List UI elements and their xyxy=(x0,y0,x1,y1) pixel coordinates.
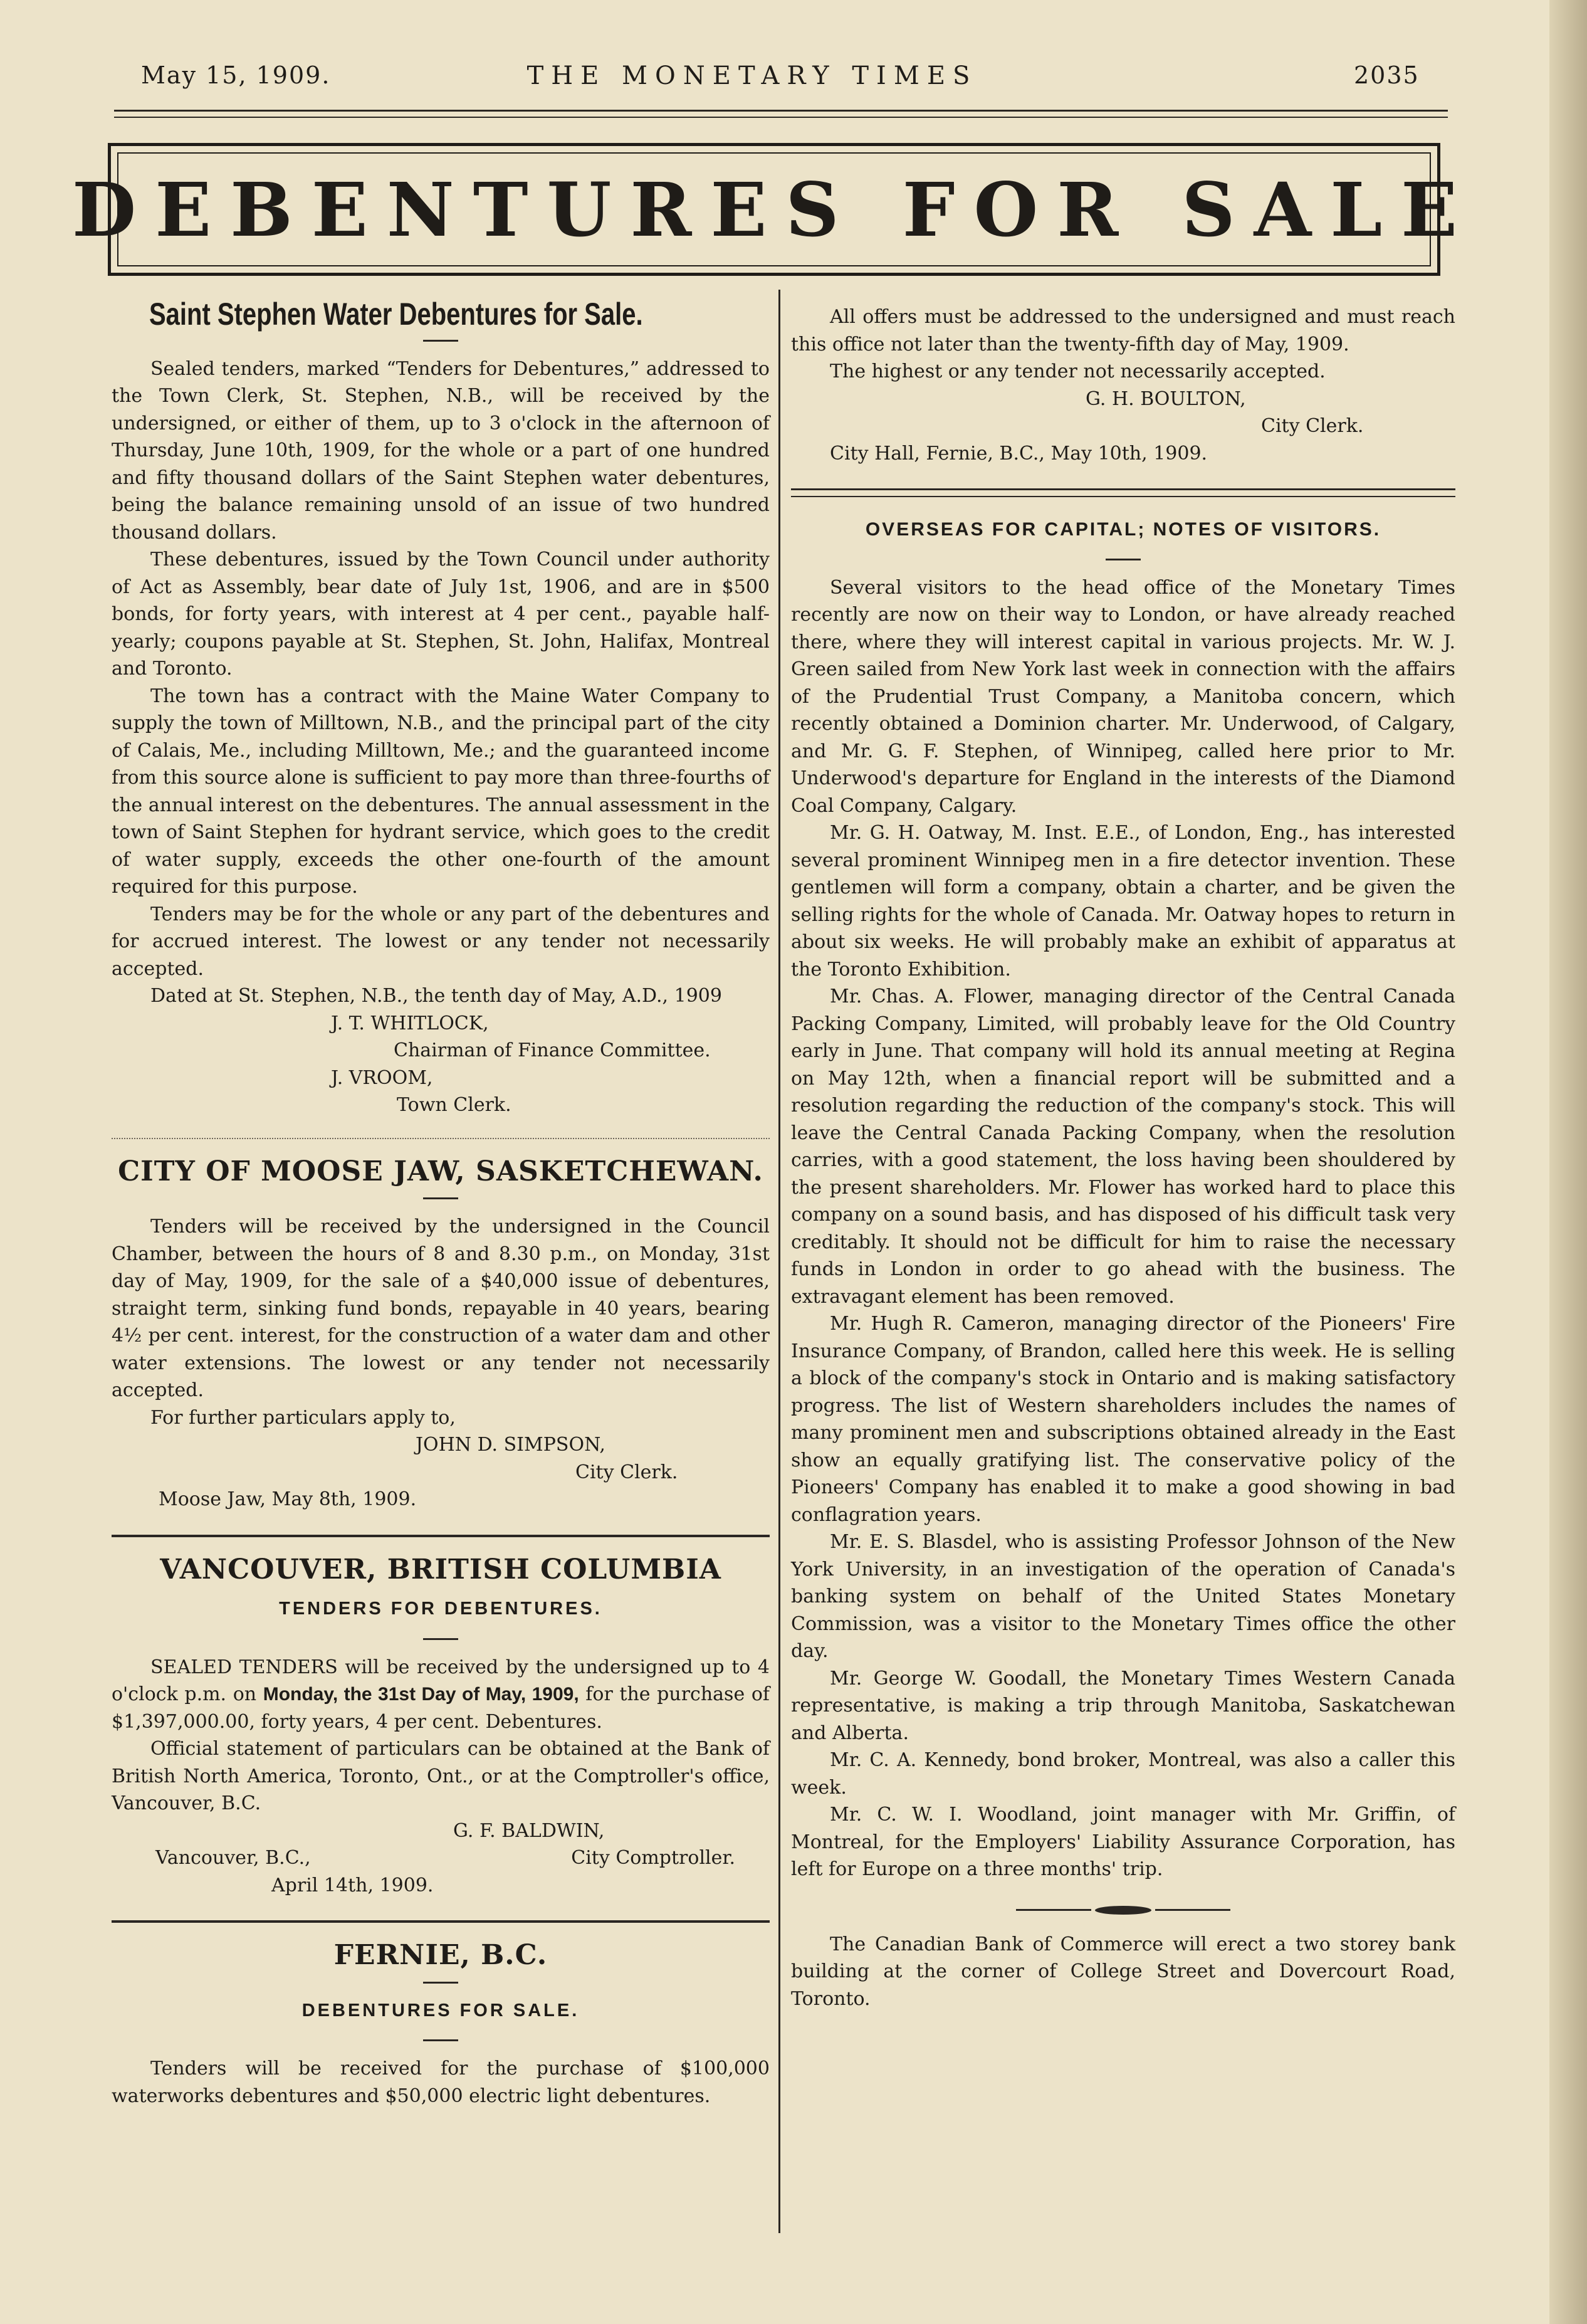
column-divider xyxy=(778,290,780,2233)
overseas-paragraph: Mr. C. W. I. Woodland, joint manager with Mr. Griffin, of Montreal, for the Employers' Liability Assurance Corporation, has left for Europe on a three months' trip. xyxy=(791,1804,1455,1880)
dash xyxy=(423,1982,458,1984)
section-rule xyxy=(112,1920,770,1923)
overseas-paragraphs xyxy=(791,574,1455,1883)
fernie-title: FERNIE, B.C. xyxy=(333,1939,548,1971)
signature-boulton: G. H. BOULTON, xyxy=(1086,387,1246,410)
vancouver-subtitle: TENDERS FOR DEBENTURES. xyxy=(279,1599,602,1619)
vancouver-title: VANCOUVER, BRITISH COLUMBIA xyxy=(160,1553,721,1585)
overseas-paragraph: Mr. E. S. Blasdel, who is assisting Professor Johnson of the New York University, in an investigation of the operation of Canada's banking system on behalf of the United States Monetary Commission, was a visitor to the Monetary Times office the other day. xyxy=(791,1531,1455,1662)
ornament-divider xyxy=(791,1906,1455,1915)
header-title: THE MONETARY TIMES xyxy=(526,61,978,90)
overseas-paragraph: Mr. C. A. Kennedy, bond broker, Montreal, was also a caller this week. xyxy=(791,1749,1455,1799)
saint-stephen-p2: These debentures, issued by the Town Council under authority of Act as Assembly, bear date of July 1st, 1906, and are in $500 bonds, for forty years, with interest at 4 per cent., payable half-yearly; coupons payable at St. Stephen, St. John, Halifax, Montreal and Toronto. xyxy=(112,549,770,680)
signature-vroom: J. VROOM, xyxy=(331,1066,433,1089)
vancouver-p1-date: Monday, the 31st Day of May, 1909, xyxy=(263,1684,579,1705)
banner-title: DEBENTURES FOR SALE xyxy=(71,166,1477,253)
vancouver-p2: Official statement of particulars can be obtained at the Bank of British North America, Toronto, Ont., or at the Comptroller's office, Vancouver, B.C. xyxy=(112,1738,770,1814)
moose-jaw-title: CITY OF MOOSE JAW, SASKETCHEWAN. xyxy=(118,1155,763,1187)
signature-whitlock-title: Chairman of Finance Committee. xyxy=(394,1039,711,1061)
overseas-paragraph: Mr. Chas. A. Flower, managing director of the Central Canada Packing Company, Limited, will probably leave for the Old Country early in June. That company will hold its annual meeting at Regina on May 12th, when a financial report will be submitted and a resolution regarding the reduction of the company's stock. This will leave the Central Canada Packing Company, when the resolution carries, with a good statement, the loss having been shouldered by the present shareholders. Mr. Flower has worked hard to place this company on a sound basis, and has disposed of his difficult task very creditably. It should not be difficult for him to raise the necessary funds in London in order to go ahead with the business. The extravagant element has been removed. xyxy=(791,986,1455,1308)
saint-stephen-p4: Tenders may be for the whole or any part of the debentures and for accrued interest. The lowest or any tender not necessarily accepted. xyxy=(112,903,770,980)
header-date: May 15, 1909. xyxy=(141,61,331,89)
fernie-p1: Tenders will be received for the purchase of $100,000 waterworks debentures and $50,000 electric light debentures. xyxy=(112,2058,770,2107)
overseas-paragraph: Mr. Hugh R. Cameron, managing director of the Pioneers' Fire Insurance Company, of Brandon, called here this week. He is selling a block of the company's stock in Ontario and is making satisfactory progress. The list of Western shareholders includes the names of many prominent men and subscriptions obtained already in the East show an equally gratifying list. The conservative policy of the Pioneers' Company has enabled it to make a good showing in bad conflagration years. xyxy=(791,1313,1455,1526)
signature-baldwin-title: City Comptroller. xyxy=(571,1847,735,1869)
header-rule-bottom xyxy=(114,117,1448,118)
signature-simpson: JOHN D. SIMPSON, xyxy=(416,1434,605,1456)
dash xyxy=(423,1638,458,1640)
overseas-paragraph: Mr. G. H. Oatway, M. Inst. E.E., of London, Eng., has interested several prominent Winnipeg men in a fire detector invention. These gentlemen will form a company, obtain a charter, and be given the selling rights for the whole of Canada. Mr. Oatway hopes to return in about six weeks. He will probably make an exhibit of apparatus at the Toronto Exhibition. xyxy=(791,822,1455,981)
page-edge xyxy=(1549,0,1587,2324)
vancouver-p1 xyxy=(112,1654,770,1736)
signature-boulton-title: City Clerk. xyxy=(1261,415,1364,437)
page-number: 2035 xyxy=(1354,61,1420,89)
saint-stephen-p3: The town has a contract with the Maine Water Company to supply the town of Milltown, N.B., and the principal part of the city of Calais, Me., including Milltown, Me.; and the guaranteed income from this source alone is sufficient to pay more than three-fourths of the annual interest on the debentures. The annual assessment in the town of Saint Stephen for hydrant service, which goes to the credit of water supply, exceeds the other one-fourth of the amount required for this purpose. xyxy=(112,685,770,898)
moose-jaw-p1: Tenders will be received by the undersigned in the Council Chamber, between the hours of 8 and 8.30 p.m., on Monday, 31st day of May, 1909, for the sale of a $40,000 issue of debentures, straight term, sinking fund bonds, repayable in 40 years, bearing 4½ per cent. interest, for the construction of a water dam and other water extensions. The lowest or any tender not necessarily accepted. xyxy=(112,1216,770,1401)
moose-jaw-p2: For further particulars apply to, xyxy=(150,1406,456,1429)
dash xyxy=(423,1197,458,1199)
left-column xyxy=(112,297,770,2110)
overseas-paragraph: Several visitors to the head office of the Monetary Times recently are now on their way to London, or have already reached there, where they will interest capital in various projects. Mr. W. J. Green sailed from New York last week in connection with the affairs of the Prudential Trust Company, a Manitoba concern, which recently obtained a Dominion charter. Mr. Underwood, of Calgary, and Mr. G. F. Stephen, of Winnipeg, called here prior to Mr. Underwood's departure for England in the interests of the Diamond Coal Company, Calgary. xyxy=(791,576,1455,817)
saint-stephen-title: Saint Stephen Water Debentures for Sale. xyxy=(149,297,643,332)
fernie-p3: The highest or any tender not necessarily accepted. xyxy=(830,360,1326,382)
vancouver-place-line xyxy=(112,1844,770,1872)
signature-vroom-title: Town Clerk. xyxy=(397,1094,511,1116)
section-rule xyxy=(791,488,1455,497)
header-rule-top xyxy=(114,110,1448,112)
saint-stephen-p1: Sealed tenders, marked “Tenders for Debentures,” addressed to the Town Clerk, St. Stephen, N.B., will be received by the undersigned, or either of them, up to 3 o'clock in the afternoon of Thursday, June 10th, 1909, for the whole or a part of one hundred and fifty thousand dollars of the Saint Stephen water debentures, being the balance remaining unsold of an issue of two hundred thousand dollars. xyxy=(112,357,770,544)
overseas-final: The Canadian Bank of Commerce will erect a two storey bank building at the corner of College Street and Dovercourt Road, Toronto. xyxy=(791,1933,1455,2010)
overseas-title: OVERSEAS FOR CAPITAL; NOTES OF VISITORS. xyxy=(865,519,1381,540)
vancouver-date: April 14th, 1909. xyxy=(271,1874,434,1896)
right-column xyxy=(791,303,1455,2012)
moose-jaw-date: Moose Jaw, May 8th, 1909. xyxy=(159,1488,417,1510)
saint-stephen-p5: Dated at St. Stephen, N.B., the tenth day of May, A.D., 1909 xyxy=(150,985,722,1007)
dash xyxy=(1106,559,1141,560)
signature-whitlock: J. T. WHITLOCK, xyxy=(331,1012,489,1034)
signature-simpson-title: City Clerk. xyxy=(575,1461,678,1483)
signature-baldwin: G. F. BALDWIN, xyxy=(453,1819,605,1842)
vancouver-p1-a: SEALED TENDERS will be received by the undersigned up to 4 o'clock p.m. on xyxy=(112,1656,770,1705)
dotted-rule xyxy=(112,1138,770,1139)
dash xyxy=(423,2039,458,2041)
banner-box xyxy=(71,143,1477,276)
vancouver-p1-c: for the purchase of $1,397,000.00, forty years, 4 per cent. Debentures. xyxy=(112,1683,770,1733)
dash xyxy=(423,340,458,342)
vancouver-place: Vancouver, B.C., xyxy=(155,1847,311,1869)
overseas-paragraph: Mr. George W. Goodall, the Monetary Times Western Canada representative, is making a trip through Manitoba, Saskatchewan and Alberta. xyxy=(791,1667,1455,1744)
fernie-p2: All offers must be addressed to the undersigned and must reach this office not later than the twenty-fifth day of May, 1909. xyxy=(791,306,1455,355)
section-rule xyxy=(112,1535,770,1537)
fernie-subtitle: DEBENTURES FOR SALE. xyxy=(301,2000,580,2021)
fernie-date: City Hall, Fernie, B.C., May 10th, 1909. xyxy=(830,442,1208,465)
